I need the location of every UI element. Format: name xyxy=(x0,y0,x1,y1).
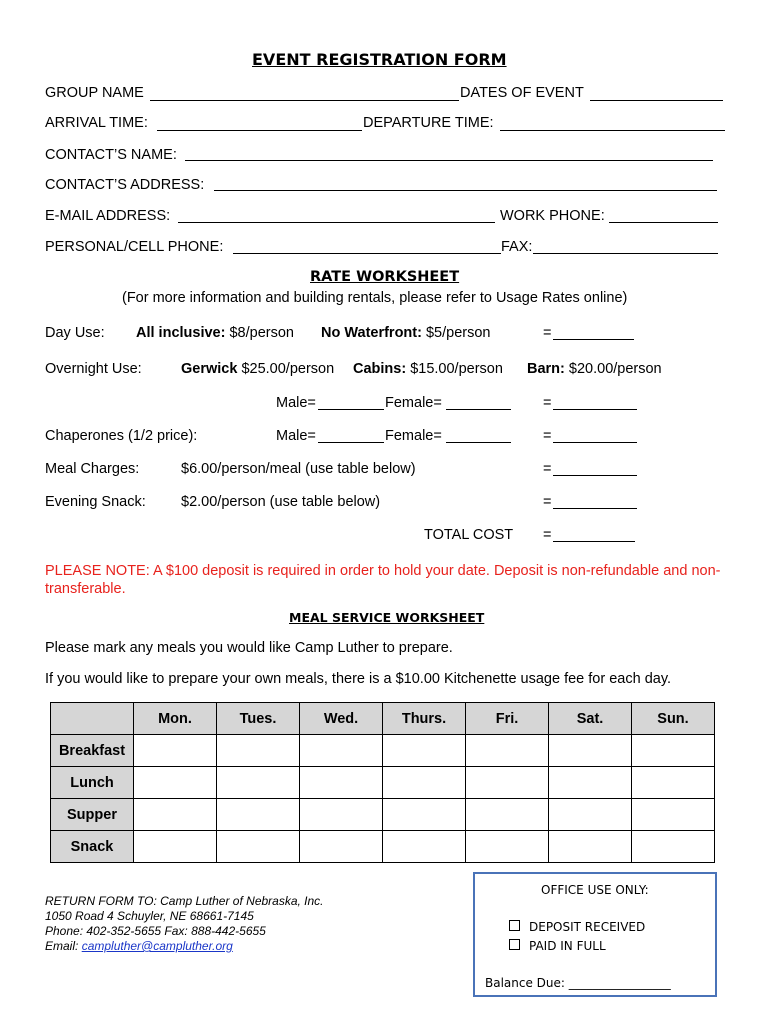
balance-due: Balance Due: _________________ xyxy=(485,976,671,990)
meal-cell[interactable] xyxy=(632,831,715,863)
overnight-male-label: Male= xyxy=(276,395,316,411)
chaperones-total-field[interactable] xyxy=(553,442,637,443)
return-line-2: 1050 Road 4 Schuyler, NE 68661-7145 xyxy=(45,909,254,923)
day-use-equals: = xyxy=(543,325,552,341)
return-email-link[interactable]: campluther@campluther.org xyxy=(81,939,233,953)
departure-time-field[interactable] xyxy=(500,130,725,131)
meal-cell[interactable] xyxy=(632,735,715,767)
meal-schedule-table xyxy=(50,702,715,863)
work-phone-field[interactable] xyxy=(609,222,718,223)
overnight-female-field[interactable] xyxy=(446,409,511,410)
table-row xyxy=(51,767,715,799)
chaperone-male-field[interactable] xyxy=(318,442,384,443)
meal-instructions-1: Please mark any meals you would like Camp Luther to prepare. xyxy=(45,640,453,656)
email-label: E-MAIL ADDRESS: xyxy=(45,208,171,224)
chaperones-equals: = xyxy=(543,428,552,444)
paid-in-full-label: PAID IN FULL xyxy=(529,939,606,953)
table-row xyxy=(51,831,715,863)
meal-charges-equals: = xyxy=(543,461,552,477)
total-cost-label: TOTAL COST xyxy=(424,527,514,543)
cell-phone-field[interactable] xyxy=(233,253,501,254)
departure-time-label: DEPARTURE TIME: xyxy=(363,115,494,131)
barn-label: Barn: xyxy=(527,361,565,377)
all-inclusive-label: All inclusive: xyxy=(136,325,226,341)
meal-row-label: Lunch xyxy=(51,767,134,799)
day-header: Sat. xyxy=(549,703,632,735)
fax-field[interactable] xyxy=(533,253,718,254)
meal-cell[interactable] xyxy=(134,735,217,767)
rate-worksheet-title: RATE WORKSHEET xyxy=(310,269,460,285)
evening-snack-desc: $2.00/person (use table below) xyxy=(181,494,381,510)
evening-snack-total-field[interactable] xyxy=(553,508,637,509)
no-waterfront-price: $5/person xyxy=(421,325,491,341)
contact-name-label: CONTACT’S NAME: xyxy=(45,147,177,163)
cabins-rate xyxy=(353,361,503,377)
meal-cell[interactable] xyxy=(217,831,300,863)
meal-cell[interactable] xyxy=(549,831,632,863)
table-row xyxy=(51,799,715,831)
table-header-row xyxy=(51,703,715,735)
arrival-time-field[interactable] xyxy=(157,130,362,131)
chaperone-female-label: Female= xyxy=(385,428,442,444)
group-name-field[interactable] xyxy=(150,100,459,101)
no-waterfront-rate xyxy=(321,325,490,341)
meal-cell[interactable] xyxy=(383,799,466,831)
evening-snack-equals: = xyxy=(543,494,552,510)
gerwick-price: $25.00/person xyxy=(237,361,335,377)
arrival-time-label: ARRIVAL TIME: xyxy=(45,115,148,131)
meal-cell[interactable] xyxy=(300,799,383,831)
group-name-label: GROUP NAME xyxy=(45,85,144,101)
day-use-label: Day Use: xyxy=(45,325,105,341)
paid-in-full-checkbox[interactable] xyxy=(509,939,520,950)
overnight-female-label: Female= xyxy=(385,395,442,411)
total-cost-equals: = xyxy=(543,527,552,543)
return-email-row xyxy=(45,939,324,954)
meal-cell[interactable] xyxy=(383,831,466,863)
day-header: Tues. xyxy=(217,703,300,735)
chaperone-female-field[interactable] xyxy=(446,442,511,443)
meal-cell[interactable] xyxy=(466,767,549,799)
deposit-received-row xyxy=(509,920,645,934)
meal-cell[interactable] xyxy=(217,767,300,799)
meal-cell[interactable] xyxy=(466,831,549,863)
meal-cell[interactable] xyxy=(134,799,217,831)
form-title: EVENT REGISTRATION FORM xyxy=(252,50,507,69)
deposit-received-checkbox[interactable] xyxy=(509,920,520,931)
rate-worksheet-subtitle: (For more information and building rentals, please refer to Usage Rates online) xyxy=(122,290,628,306)
deposit-note: PLEASE NOTE: A $100 deposit is required in order to hold your date. Deposit is non-refundable and non-transferable. xyxy=(45,563,721,597)
cabins-price: $15.00/person xyxy=(406,361,503,377)
evening-snack-label: Evening Snack: xyxy=(45,494,146,510)
meal-row-label: Snack xyxy=(51,831,134,863)
return-address xyxy=(45,894,324,954)
chaperone-male-label: Male= xyxy=(276,428,316,444)
meal-cell[interactable] xyxy=(466,735,549,767)
meal-cell[interactable] xyxy=(134,767,217,799)
meal-cell[interactable] xyxy=(632,767,715,799)
meal-cell[interactable] xyxy=(134,831,217,863)
barn-rate xyxy=(527,361,662,377)
meal-charges-label: Meal Charges: xyxy=(45,461,140,477)
overnight-total-field[interactable] xyxy=(553,409,637,410)
day-header: Sun. xyxy=(632,703,715,735)
meal-cell[interactable] xyxy=(300,735,383,767)
overnight-male-field[interactable] xyxy=(318,409,384,410)
meal-cell[interactable] xyxy=(217,735,300,767)
meal-cell[interactable] xyxy=(217,799,300,831)
office-use-title: OFFICE USE ONLY: xyxy=(541,883,649,897)
return-line-1: RETURN FORM TO: Camp Luther of Nebraska, Inc. xyxy=(45,894,324,908)
paid-in-full-row xyxy=(509,939,606,953)
meal-service-title: MEAL SERVICE WORKSHEET xyxy=(289,610,485,625)
overnight-use-label: Overnight Use: xyxy=(45,361,142,377)
cell-phone-label: PERSONAL/CELL PHONE: xyxy=(45,239,224,255)
no-waterfront-label: No Waterfront: xyxy=(321,325,422,341)
barn-price: $20.00/person xyxy=(564,361,662,377)
deposit-received-label: DEPOSIT RECEIVED xyxy=(529,920,646,934)
dates-of-event-field[interactable] xyxy=(590,100,723,101)
chaperones-label: Chaperones (1/2 price): xyxy=(45,428,198,444)
meal-charges-total-field[interactable] xyxy=(553,475,637,476)
day-header: Thurs. xyxy=(383,703,466,735)
day-header: Wed. xyxy=(300,703,383,735)
meal-row-label: Breakfast xyxy=(51,735,134,767)
total-cost-field[interactable] xyxy=(553,541,635,542)
all-inclusive-price: $8/person xyxy=(225,325,294,341)
table-corner-cell xyxy=(51,703,134,735)
dates-of-event-label: DATES OF EVENT xyxy=(460,85,584,101)
meal-cell[interactable] xyxy=(466,799,549,831)
table-row xyxy=(51,735,715,767)
cabins-label: Cabins: xyxy=(353,361,407,377)
return-line-3: Phone: 402-352-5655 Fax: 888-442-5655 xyxy=(45,924,266,938)
office-use-box xyxy=(473,872,717,997)
meal-instructions-2: If you would like to prepare your own meals, there is a $10.00 Kitchenette usage fee for each day. xyxy=(45,671,672,687)
meal-cell[interactable] xyxy=(632,799,715,831)
day-header: Mon. xyxy=(134,703,217,735)
meal-cell[interactable] xyxy=(549,735,632,767)
meal-cell[interactable] xyxy=(549,799,632,831)
email-field[interactable] xyxy=(178,222,495,223)
gerwick-label: Gerwick xyxy=(181,361,238,377)
contact-name-field[interactable] xyxy=(185,160,713,161)
work-phone-label: WORK PHONE: xyxy=(500,208,605,224)
meal-charges-desc: $6.00/person/meal (use table below) xyxy=(181,461,416,477)
day-header: Fri. xyxy=(466,703,549,735)
meal-cell[interactable] xyxy=(383,735,466,767)
meal-cell[interactable] xyxy=(300,831,383,863)
meal-row-label: Supper xyxy=(51,799,134,831)
gerwick-rate xyxy=(181,361,334,377)
day-use-total-field[interactable] xyxy=(553,339,634,340)
return-email-label: Email: xyxy=(45,939,82,953)
meal-cell[interactable] xyxy=(549,767,632,799)
meal-cell[interactable] xyxy=(383,767,466,799)
all-inclusive-rate xyxy=(136,325,294,341)
contact-address-field[interactable] xyxy=(214,190,717,191)
contact-address-label: CONTACT’S ADDRESS: xyxy=(45,177,205,193)
fax-label: FAX: xyxy=(501,239,533,255)
meal-cell[interactable] xyxy=(300,767,383,799)
overnight-equals: = xyxy=(543,395,552,411)
